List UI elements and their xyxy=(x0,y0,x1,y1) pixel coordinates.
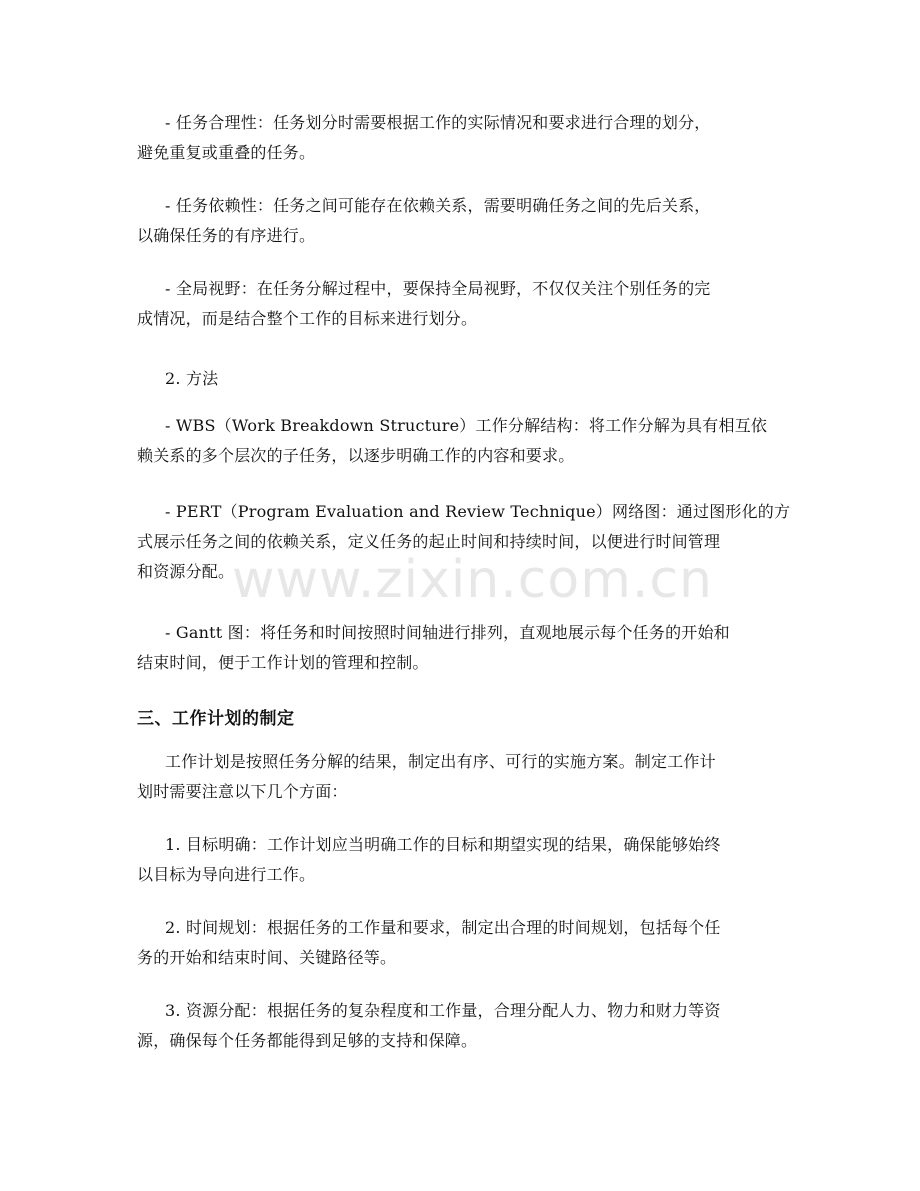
paragraph-line: 以目标为导向进行工作。 xyxy=(137,865,316,884)
section-heading: 三、工作计划的制定 xyxy=(137,709,295,729)
paragraph-line: 源，确保每个任务都能得到足够的支持和保障。 xyxy=(137,1031,478,1050)
paragraph-resource-allocation xyxy=(137,996,797,1056)
paragraph-line: 工作计划是按照任务分解的结果，制定出有序、可行的实施方案。制定工作计 xyxy=(165,752,716,771)
paragraph-pert xyxy=(137,497,797,587)
paragraph-line: - 全局视野：在任务分解过程中，要保持全局视野，不仅仅关注个别任务的完 xyxy=(165,279,711,298)
paragraph-line: 结束时间，便于工作计划的管理和控制。 xyxy=(137,653,429,672)
paragraph-line: 务的开始和结束时间、关键路径等。 xyxy=(137,948,397,967)
paragraph-line: 2. 时间规划：根据任务的工作量和要求，制定出合理的时间规划，包括每个任 xyxy=(165,918,721,937)
paragraph-line: 式展示任务之间的依赖关系，定义任务的起止时间和持续时间，以便进行时间管理 xyxy=(137,532,721,551)
paragraph-line: 成情况，而是结合整个工作的目标来进行划分。 xyxy=(137,309,478,328)
paragraph-line: 划时需要注意以下几个方面： xyxy=(137,782,348,801)
paragraph-line: - Gantt 图：将任务和时间按照时间轴进行排列，直观地展示每个任务的开始和 xyxy=(165,623,730,642)
paragraph-line: 2. 方法 xyxy=(165,369,219,388)
paragraph-line: 3. 资源分配：根据任务的复杂程度和工作量，合理分配人力、物力和财力等资 xyxy=(165,1001,721,1020)
paragraph-line: - WBS（Work Breakdown Structure）工作分解结构：将工作分解为具有相互依 xyxy=(165,416,768,435)
paragraph-line: 和资源分配。 xyxy=(137,562,235,581)
paragraph-line: 避免重复或重叠的任务。 xyxy=(137,143,316,162)
paragraph-line: - 任务依赖性：任务之间可能存在依赖关系，需要明确任务之间的先后关系， xyxy=(165,196,711,215)
paragraph-line: 1. 目标明确：工作计划应当明确工作的目标和期望实现的结果，确保能够始终 xyxy=(165,835,721,854)
paragraph-gantt xyxy=(137,618,797,678)
paragraph-time-planning xyxy=(137,913,797,973)
paragraph-line: - 任务合理性：任务划分时需要根据工作的实际情况和要求进行合理的划分， xyxy=(165,113,711,132)
paragraph-line: 以确保任务的有序进行。 xyxy=(137,226,316,245)
paragraph-line: 赖关系的多个层次的子任务，以逐步明确工作的内容和要求。 xyxy=(137,446,575,465)
paragraph-methods-title xyxy=(137,364,797,394)
paragraph-task-rationality xyxy=(137,108,797,168)
paragraph-task-dependency xyxy=(137,191,797,251)
paragraph-wbs xyxy=(137,411,797,471)
paragraph-line: - PERT（Program Evaluation and Review Technique）网络图：通过图形化的方 xyxy=(165,502,791,521)
watermark: www.zixin.com.cn xyxy=(232,550,713,610)
paragraph-plan-intro xyxy=(137,747,797,807)
paragraph-clear-goal xyxy=(137,830,797,890)
paragraph-global-view xyxy=(137,274,797,334)
